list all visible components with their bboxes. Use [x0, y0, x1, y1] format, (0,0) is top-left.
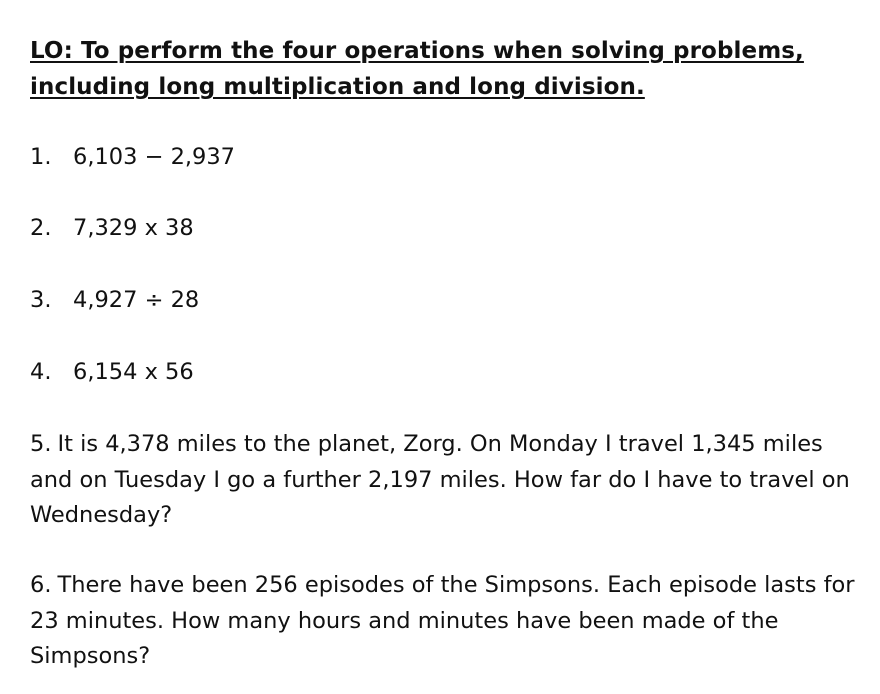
question-5-text: It is 4,378 miles to the planet, Zorg. On Monday I travel 1,345 miles and on Tuesday I go a further 2,197 miles. How far do I have to travel on Wednesday? [30, 431, 850, 528]
question-6-text: There have been 256 episodes of the Simpsons. Each episode lasts for 23 minutes. How many hours and minutes have been made of the Simpsons? [30, 572, 855, 669]
question-1 [30, 140, 860, 176]
worksheet [30, 0, 860, 694]
question-4 [30, 355, 860, 391]
question-2-number: 2. [30, 215, 52, 241]
question-4-number: 4. [30, 359, 52, 385]
question-6-number: 6. [30, 572, 52, 598]
question-2 [30, 211, 860, 247]
question-4-text: 6,154 x 56 [73, 359, 194, 385]
question-6 [30, 568, 860, 675]
question-5-number: 5. [30, 431, 52, 457]
question-3-number: 3. [30, 287, 52, 313]
question-1-text: 6,103 − 2,937 [73, 144, 235, 170]
question-2-text: 7,329 x 38 [73, 215, 194, 241]
question-3 [30, 283, 860, 319]
question-1-number: 1. [30, 144, 52, 170]
learning-objective: LO: To perform the four operations when solving problems, including long multiplication and long division. [30, 38, 804, 100]
question-3-text: 4,927 ÷ 28 [73, 287, 200, 313]
question-5 [30, 427, 860, 534]
